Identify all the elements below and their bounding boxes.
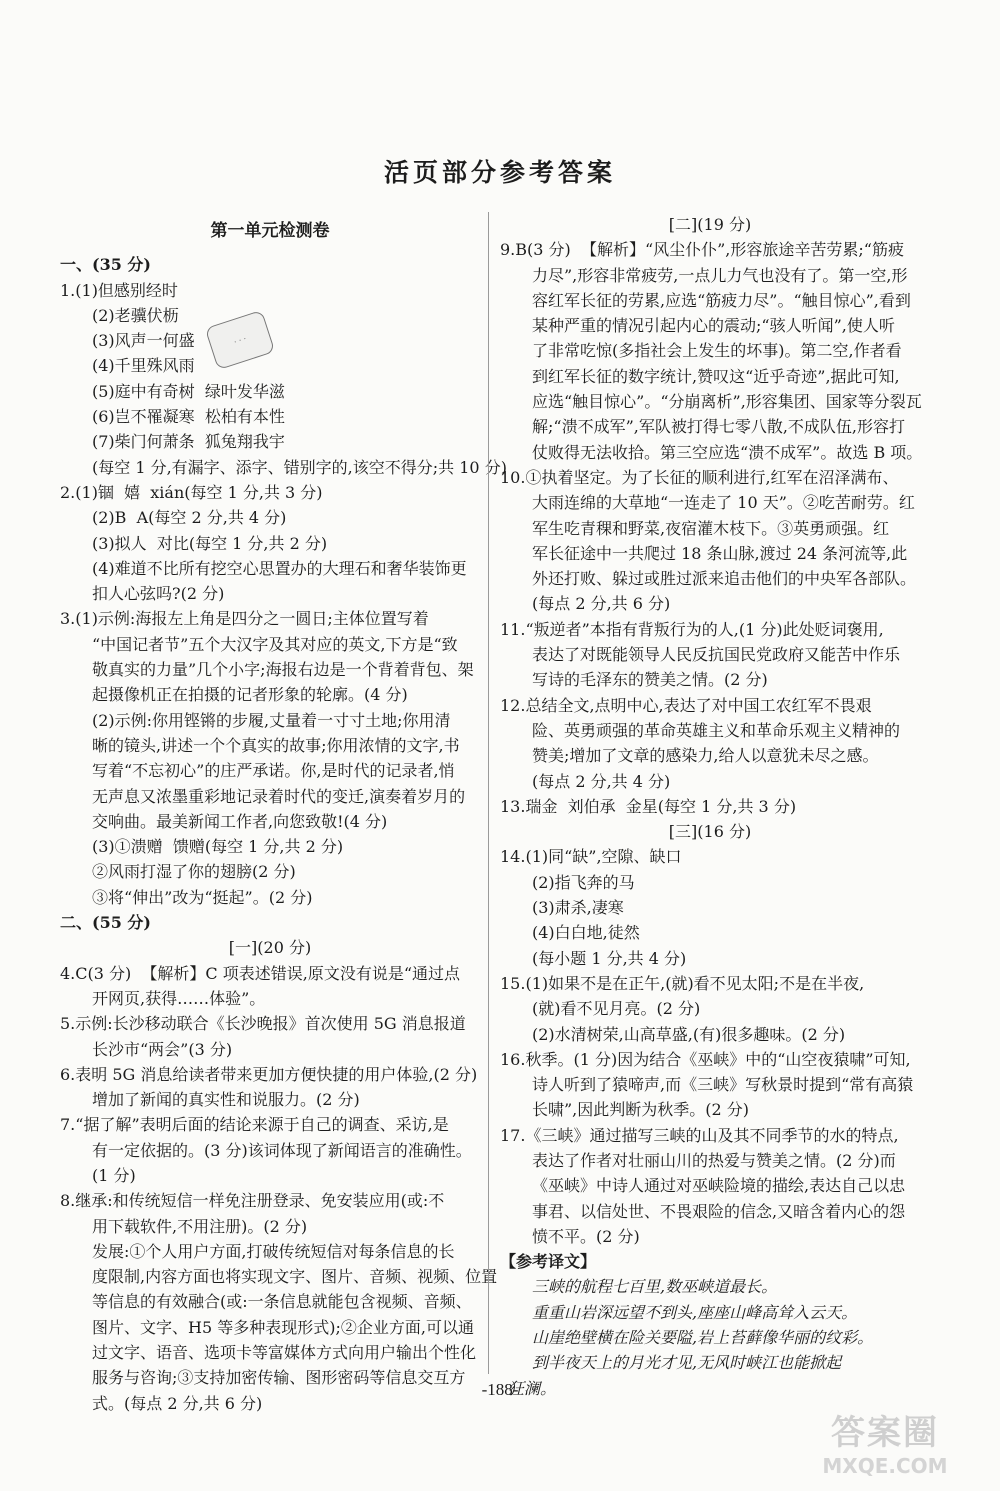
text-line: 9.B(3 分) 【解析】“风尘仆仆”,形容旅途辛苦劳累;“筋疲 — [500, 240, 904, 260]
text-line: [二](19 分) — [668, 215, 752, 234]
text-line: 表达了对既能领导人民反抗国民党政府又能苦中作乐 — [532, 645, 901, 665]
text-line: (就)看不见月亮。(2 分) — [532, 999, 701, 1019]
text-line: 6.表明 5G 消息给读者带来更加方便快捷的用户体验,(2 分) — [60, 1064, 478, 1084]
text-line: 用下载软件,不用注册)。(2 分) — [92, 1216, 308, 1236]
text-line: 发展:①个人用户方面,打破传统短信对每条信息的长 — [92, 1241, 455, 1261]
text-line: (2)示例:你用铿锵的步履,丈量着一寸寸土地;你用清 — [92, 710, 451, 730]
text-line: 敬真实的力量”几个小字;海报右边是一个背着背包、架 — [92, 660, 474, 680]
stamp-image: · · · — [205, 310, 276, 370]
text-line: 解;“溃不成军”,军队被打得七零八散,不成队伍,形容打 — [532, 417, 906, 437]
text-line: 14.(1)同“缺”,空隙、缺口 — [500, 847, 682, 867]
text-line: 晰的镜头,讲述一个个真实的故事;你用浓情的文字,书 — [92, 735, 460, 755]
text-line: (3)拟人 对比(每空 1 分,共 2 分) — [92, 533, 328, 553]
text-line: 13.瑞金 刘伯承 金星(每空 1 分,共 3 分) — [500, 796, 797, 816]
column-divider — [488, 212, 489, 1374]
text-line: 图片、文字、H5 等多种表现形式);②企业方面,可以通 — [92, 1317, 474, 1337]
text-line: 军长征途中一共爬过 18 条山脉,渡过 24 条河流等,此 — [532, 543, 908, 563]
text-line: 服务与咨询;③支持加密传输、图形密码等信息交互方 — [92, 1368, 466, 1388]
text-line: 赞美;增加了文章的感染力,给人以意犹未尽之感。 — [532, 746, 879, 766]
text-line: (7)柴门何萧条 狐兔翔我宇 — [92, 432, 285, 452]
text-line: 【参考译文】 — [500, 1252, 597, 1272]
text-line: 事君、以信处世、不畏艰险的信念,又暗含着内心的怨 — [532, 1201, 906, 1221]
text-line: 开网页,获得……体验”。 — [92, 988, 266, 1008]
text-line: (6)岂不罹凝寒 松柏有本性 — [92, 407, 285, 427]
text-line: (每小题 1 分,共 4 分) — [532, 948, 687, 968]
text-line: 山崖绝壁横在险关要隘,岩上苔藓像华丽的纹彩。 — [532, 1328, 874, 1348]
text-line: 大雨连绵的大草地“一连走了 10 天”。②吃苦耐劳。红 — [532, 493, 915, 513]
text-line: 扣人心弦吗?(2 分) — [92, 584, 225, 604]
text-line: 8.继承:和传统短信一样免注册登录、免安装应用(或:不 — [60, 1191, 445, 1211]
text-line: (2)B A(每空 2 分,共 4 分) — [92, 508, 287, 528]
text-line: 15.(1)如果不是在正午,(就)看不见太阳;不是在半夜, — [500, 973, 865, 993]
text-line: 无声息又浓墨重彩地记录着时代的变迁,演奏着岁月的 — [92, 786, 466, 806]
text-line: (每空 1 分,有漏字、添字、错别字的,该空不得分;共 10 分) — [92, 457, 507, 477]
text-line: 10.①执着坚定。为了长征的顺利进行,红军在沼泽满布、 — [500, 467, 899, 487]
text-line: 式。(每点 2 分,共 6 分) — [92, 1393, 263, 1413]
text-line: (2)老骥伏枥 — [92, 305, 179, 325]
text-line: 险、英勇顽强的革命英雄主义和革命乐观主义精神的 — [532, 720, 901, 740]
text-line: 3.(1)示例:海报左上角是四分之一圆日;主体位置写着 — [60, 609, 429, 629]
text-line: ③将“伸出”改为“挺起”。(2 分) — [92, 887, 313, 907]
text-line: 表达了作者对壮丽山川的热爱与赞美之情。(2 分)而 — [532, 1150, 896, 1170]
text-line: 容红军长征的劳累,应选“筋疲力尽”。“触目惊心”,看到 — [532, 290, 911, 310]
text-line: 等信息的有效融合(或:一条信息就能包含视频、音频、 — [92, 1292, 472, 1312]
text-line: 16.秋季。(1 分)因为结合《巫峡》中的“山空夜猿啸”可知, — [500, 1049, 911, 1069]
right-column — [500, 212, 923, 1401]
text-line: 17.《三峡》通过描写三峡的山及其不同季节的水的特点, — [500, 1125, 899, 1145]
text-line: 5.示例:长沙移动联合《长沙晚报》首次使用 5G 消息报道 — [60, 1014, 466, 1034]
text-line: (5)庭中有奇树 绿叶发华滋 — [92, 381, 285, 401]
page-title: 活页部分参考答案 — [383, 158, 616, 187]
text-line: (每点 2 分,共 6 分) — [532, 594, 671, 614]
watermark-main: 答案圈 — [831, 1412, 939, 1453]
text-line: 写着“不忘初心”的庄严承诺。你,是时代的记录者,悄 — [92, 761, 455, 781]
text-line: 狂澜。 — [508, 1378, 557, 1398]
text-line: 交响曲。最美新闻工作者,向您致敬!(4 分) — [92, 811, 388, 831]
text-line: 诗人听到了猿啼声,而《三峡》写秋景时提到“常有高猿 — [532, 1075, 914, 1095]
text-line: 三峡的航程七百里,数巫峡道最长。 — [532, 1277, 778, 1297]
text-line: (3)①溃赠 馈赠(每空 1 分,共 2 分) — [92, 837, 344, 857]
text-line: (3)风声一何盛 — [92, 331, 195, 351]
text-line: 4.C(3 分) 【解析】C 项表述错误,原文没有说是“通过点 — [60, 963, 461, 983]
text-line: 7.“据了解”表明后面的结论来源于自己的调查、采访,是 — [60, 1115, 449, 1135]
text-line: 1.(1)但感别经时 — [60, 280, 178, 300]
text-line: 过文字、语音、选项卡等富媒体方式向用户输出个性化 — [92, 1343, 477, 1363]
text-line: (2)水清树荣,山高草盛,(有)很多趣味。(2 分) — [532, 1024, 846, 1044]
text-line: 二、(55 分) — [60, 913, 151, 933]
text-line: 某种严重的情况引起内心的震动;“骇人听闻”,使人听 — [532, 316, 895, 336]
text-line: 到红军长征的数字统计,赞叹这“近乎奇迹”,据此可知, — [532, 366, 900, 386]
text-line: 度限制,内容方面也将实现文字、图片、音频、视频、位置 — [92, 1267, 498, 1287]
text-line: 重重山岩深远望不到头,座座山峰高耸入云天。 — [532, 1302, 858, 1322]
watermark-sub: MXQE.COM — [822, 1453, 948, 1478]
text-line: ②风雨打湿了你的翅膀(2 分) — [92, 862, 296, 882]
text-line: 愤不平。(2 分) — [532, 1226, 640, 1246]
text-line: 军生吃青稞和野菜,夜宿灌木枝下。③英勇顽强。红 — [532, 518, 890, 538]
text-line: 2.(1)锢 嬉 xián(每空 1 分,共 3 分) — [60, 482, 323, 502]
text-line: 外还打败、躲过或胜过派来追击他们的中央军各部队。 — [532, 569, 917, 589]
text-line: 长沙市“两会”(3 分) — [92, 1039, 233, 1059]
page-number: -188- — [481, 1380, 519, 1399]
text-line: 起摄像机正在拍摄的记者形象的轮廓。(4 分) — [92, 685, 408, 705]
watermark — [790, 1401, 980, 1481]
text-line: 12.总结全文,点明中心,表达了对中国工农红军不畏艰 — [500, 695, 872, 715]
text-line: 长啸”,因此判断为秋季。(2 分) — [532, 1100, 750, 1120]
text-line: 应选“触目惊心”。“分崩离析”,形容集团、国家等分裂瓦 — [532, 392, 922, 412]
text-line: “中国记者节”五个大汉字及其对应的英文,下方是“致 — [92, 634, 458, 654]
text-line: (4)白白地,徒然 — [532, 923, 640, 943]
text-line: 到半夜天上的月光才见,无风时峡江也能掀起 — [532, 1353, 842, 1373]
text-line: (每点 2 分,共 4 分) — [532, 771, 671, 791]
text-line: 写诗的毛泽东的赞美之情。(2 分) — [532, 670, 768, 690]
text-line: (2)指飞奔的马 — [532, 872, 635, 892]
text-line: 了非常吃惊(多指社会上发生的坏事)。第二空,作者看 — [532, 341, 902, 361]
text-line: (1 分) — [92, 1165, 136, 1185]
text-line: [三](16 分) — [668, 822, 752, 842]
text-line: (4)难道不比所有挖空心思置办的大理石和奢华装饰更 — [92, 558, 467, 578]
text-line: [一](20 分) — [228, 938, 312, 958]
text-line: 一、(35 分) — [60, 255, 151, 275]
section-heading: 第一单元检测卷 — [210, 221, 330, 241]
text-line: 增加了新闻的真实性和说服力。(2 分) — [92, 1090, 360, 1110]
text-line: 《巫峡》中诗人通过对巫峡险境的描绘,表达自己以忠 — [532, 1176, 906, 1196]
text-line: 有一定依据的。(3 分)该词体现了新闻语言的准确性。 — [92, 1140, 472, 1160]
text-line: (3)肃杀,凄寒 — [532, 898, 624, 918]
text-line: 力尽”,形容非常疲劳,一点儿力气也没有了。第一空,形 — [532, 265, 908, 285]
text-line: 11.“叛逆者”本指有背叛行为的人,(1 分)此处贬词褒用, — [500, 619, 884, 639]
text-line: (4)千里殊风雨 — [92, 356, 195, 376]
text-line: 仗败得无法收拾。第三空应选“溃不成军”。故选 B 项。 — [532, 442, 923, 462]
